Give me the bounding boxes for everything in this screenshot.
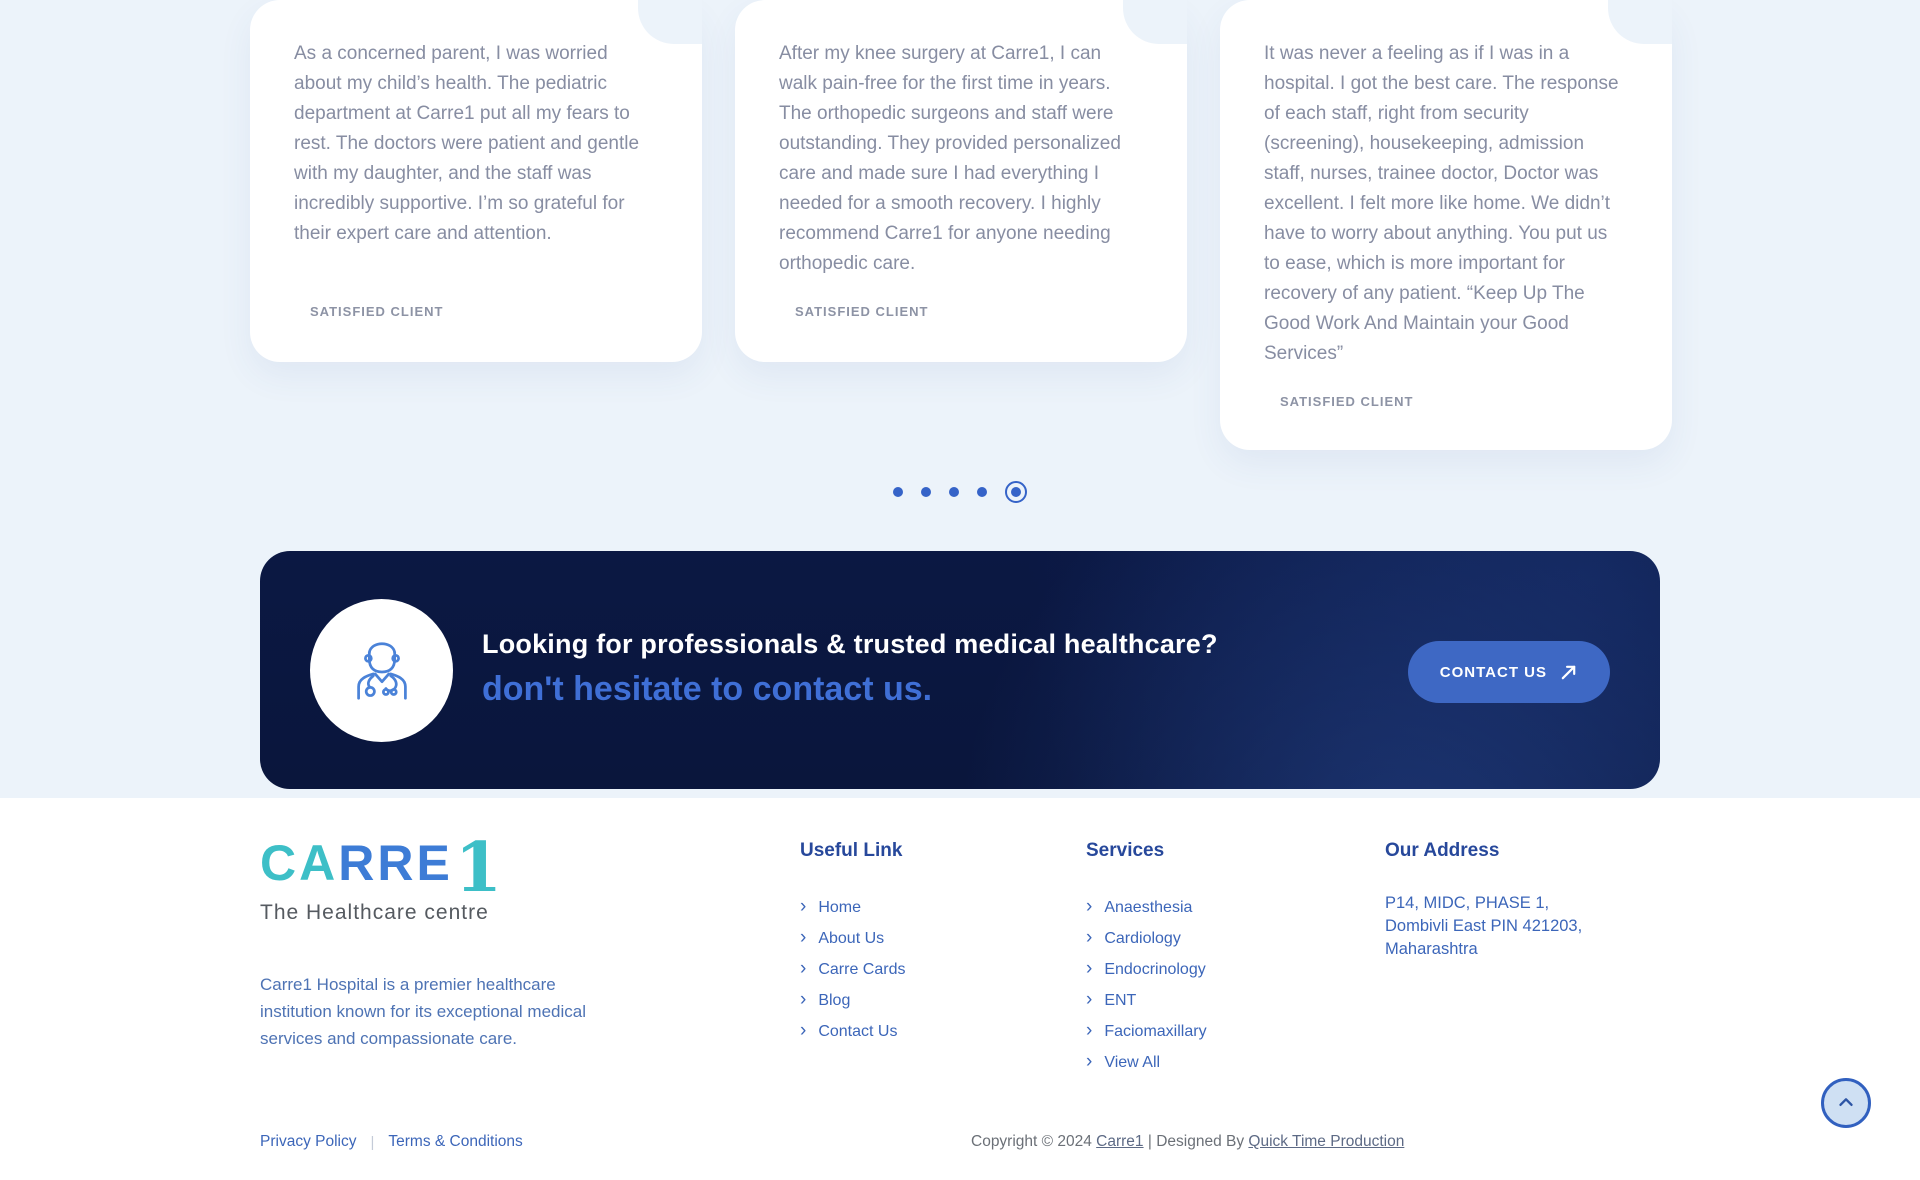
logo-letter: R [377, 835, 417, 891]
footer-link-ent[interactable]: › ENT [1086, 989, 1137, 1010]
logo-letter: R [338, 835, 378, 891]
testimonial-text: It was never a feeling as if I was in a hospital. I got the best care. The response of each staff, right from security (screening), housekeeping, admission staff, nurses, trainee doctor, Doctor was excellent. I felt more like home. We didn’t have to worry about anything. You put us to ease, which is more important for recovery of any patient. “Keep Up The Good Work And Maintain your Good Services” [1264, 43, 1619, 364]
testimonial-card [1220, 0, 1672, 450]
contact-us-label: CONTACT US [1439, 663, 1547, 681]
address-line: Dombivli East PIN 421203, [1385, 917, 1583, 935]
carousel-dot-active[interactable] [1005, 481, 1027, 503]
copyright-text: Copyright © 2024 [971, 1133, 1097, 1150]
carousel-dot[interactable] [893, 487, 903, 497]
copyright-text: | Designed By [1143, 1133, 1249, 1150]
chevron-right-icon: › [1086, 896, 1093, 917]
address-line: P14, MIDC, PHASE 1, [1385, 894, 1550, 912]
chevron-right-icon: › [1086, 989, 1093, 1010]
footer-link-home[interactable]: › Home [800, 896, 862, 917]
carousel-dot[interactable] [977, 487, 987, 497]
arrow-up-right-icon [1559, 663, 1578, 682]
divider: | [370, 1133, 375, 1151]
doctor-icon [343, 632, 421, 710]
cta-subheading: don't hesitate to contact us. [482, 670, 933, 708]
chevron-up-icon [1835, 1092, 1857, 1114]
footer-description: Carre1 Hospital is a premier healthcare institution known for its exceptional medical services and compassionate care. [260, 975, 586, 1048]
cta-banner [260, 551, 1660, 789]
brand-wordmark [260, 828, 506, 908]
scroll-to-top-button[interactable] [1821, 1078, 1871, 1128]
testimonial-cards [250, 0, 1672, 450]
footer-link-blog[interactable]: › Blog [800, 989, 851, 1010]
footer-link-contact-us[interactable]: › Contact Us [800, 1020, 898, 1041]
footer-services [1086, 840, 1207, 1078]
testimonial-card [250, 0, 702, 362]
address-line: Maharashtra [1385, 940, 1478, 958]
legal-links [260, 1133, 523, 1151]
doctor-avatar [310, 599, 453, 742]
chevron-right-icon: › [800, 927, 807, 948]
chevron-right-icon: › [800, 1020, 807, 1041]
footer-link-faciomaxillary[interactable]: › Faciomaxillary [1086, 1020, 1207, 1041]
contact-us-button[interactable] [1408, 641, 1610, 703]
footer-link-carre-cards[interactable]: › Carre Cards [800, 958, 906, 979]
footer-useful-links [800, 840, 905, 1047]
logo-tagline: The Healthcare centre [260, 901, 489, 925]
chevron-right-icon: › [800, 958, 807, 979]
cta-text [482, 629, 1218, 709]
chevron-right-icon: › [800, 896, 807, 917]
footer-link-view-all[interactable]: › View All [1086, 1051, 1161, 1072]
footer-link-about-us[interactable]: › About Us [800, 927, 885, 948]
cta-heading: Looking for professionals & trusted medical healthcare? [482, 629, 1218, 659]
brand-logo [260, 828, 506, 925]
logo-digit: 1 [454, 828, 506, 908]
testimonial-text: After my knee surgery at Carre1, I can walk pain-free for the first time in years. The orthopedic surgeons and staff were outstanding. They provided personalized care and made sure I had everything I needed for a smooth recovery. I highly recommend Carre1 for anyone needing orthopedic care. [779, 43, 1121, 274]
testimonial-text: As a concerned parent, I was worried about my child’s health. The pediatric department at Carre1 put all my fears to rest. The doctors were patient and gentle with my daughter, and the staff was incredibly supportive. I’m so grateful for their expert care and attention. [294, 43, 640, 244]
footer-link-endocrinology[interactable]: › Endocrinology [1086, 958, 1206, 979]
chevron-right-icon: › [800, 989, 807, 1010]
footer [0, 798, 1920, 1180]
carousel-dot [1011, 487, 1021, 497]
chevron-right-icon: › [1086, 1020, 1093, 1041]
terms-conditions-link[interactable]: Terms & Conditions [388, 1133, 523, 1150]
footer-column-title: Services [1086, 840, 1165, 861]
testimonial-author: SATISFIED CLIENT [1280, 394, 1414, 409]
carousel-dots [0, 481, 1920, 503]
copyright [971, 1133, 1404, 1151]
footer-column-title: Our Address [1385, 840, 1500, 861]
designer-link[interactable]: Quick Time Production [1248, 1133, 1405, 1150]
footer-column-title: Useful Link [800, 840, 903, 861]
chevron-right-icon: › [1086, 1051, 1093, 1072]
chevron-right-icon: › [1086, 927, 1093, 948]
carousel-dot[interactable] [949, 487, 959, 497]
privacy-policy-link[interactable]: Privacy Policy [260, 1133, 357, 1150]
logo-letter: C [260, 835, 300, 891]
testimonial-author: SATISFIED CLIENT [310, 304, 444, 319]
chevron-right-icon: › [1086, 958, 1093, 979]
footer-address [1385, 840, 1582, 961]
testimonial-card [735, 0, 1187, 362]
footer-link-cardiology[interactable]: › Cardiology [1086, 927, 1181, 948]
footer-link-anaesthesia[interactable]: › Anaesthesia [1086, 896, 1193, 917]
carousel-dot[interactable] [921, 487, 931, 497]
copyright-brand-link[interactable]: Carre1 [1096, 1133, 1144, 1150]
logo-letter: E [416, 835, 453, 891]
logo-letter: A [299, 835, 339, 891]
testimonial-author: SATISFIED CLIENT [795, 304, 929, 319]
